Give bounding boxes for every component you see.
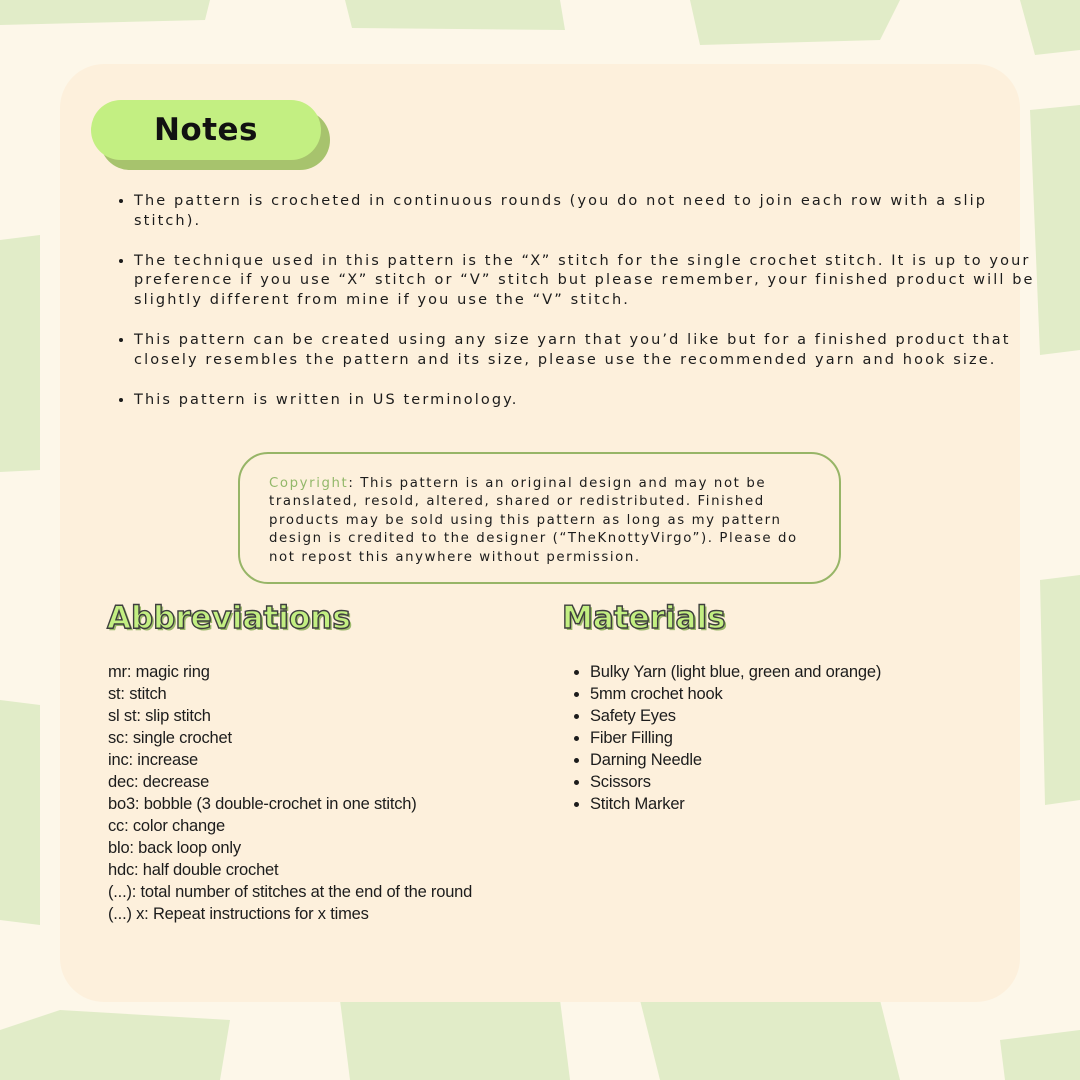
abbreviations-title: Abbreviations: [107, 600, 351, 636]
abbreviation-item: (...) x: Repeat instructions for x times: [108, 905, 369, 923]
notes-item: • The technique used in this pattern is the “X” stitch for the single crochet stitch. It is up to your preference if you use “X” stitch or “V” stitch but please remember, your finished product will be slightly different from mine if you use the “V” stitch.: [134, 252, 1039, 311]
abbreviation-item: cc: color change: [108, 817, 225, 835]
material-item: • Darning Needle: [590, 749, 881, 771]
notes-title-pill: [91, 100, 321, 160]
notes-list: [112, 192, 1039, 430]
abbreviation-item: hdc: half double crochet: [108, 861, 279, 879]
material-item: • Safety Eyes: [590, 705, 881, 727]
abbreviation-item: blo: back loop only: [108, 839, 241, 857]
abbreviation-item: sl st: slip stitch: [108, 707, 211, 725]
material-item: • Bulky Yarn (light blue, green and orange): [590, 661, 881, 683]
abbreviation-item: mr: magic ring: [108, 663, 210, 681]
material-item: • Fiber Filling: [590, 727, 881, 749]
abbreviation-item: (...): total number of stitches at the end of the round: [108, 883, 473, 901]
materials-list: [568, 661, 881, 815]
material-item: • Stitch Marker: [590, 793, 881, 815]
copyright-text: : This pattern is an original design and may not be translated, resold, altered, shared or redistributed. Finished products may be sold using this pattern as long as my pattern design is credited to the designer (“TheKnottyVirgo”). Please do not repost this anywhere without permission.: [269, 476, 798, 565]
notes-title: Notes: [153, 112, 259, 148]
abbreviations-list: [108, 661, 472, 925]
abbreviation-item: st: stitch: [108, 685, 167, 703]
material-item: • 5mm crochet hook: [590, 683, 881, 705]
materials-title: Materials: [562, 600, 726, 636]
abbreviation-item: inc: increase: [108, 751, 199, 769]
notes-item: • This pattern can be created using any size yarn that you’d like but for a finished product that closely resembles the pattern and its size, please use the recommended yarn and hook size.: [134, 331, 1039, 371]
material-item: • Scissors: [590, 771, 881, 793]
copyright-box: [238, 452, 841, 584]
abbreviation-item: sc: single crochet: [108, 729, 232, 747]
abbreviation-item: bo3: bobble (3 double-crochet in one stitch): [108, 795, 417, 813]
abbreviation-item: dec: decrease: [108, 773, 210, 791]
notes-item: • The pattern is crocheted in continuous rounds (you do not need to join each row with a slip stitch).: [134, 192, 1039, 232]
notes-item: • This pattern is written in US terminology.: [134, 391, 1039, 411]
copyright-label: Copyright: [269, 476, 349, 491]
